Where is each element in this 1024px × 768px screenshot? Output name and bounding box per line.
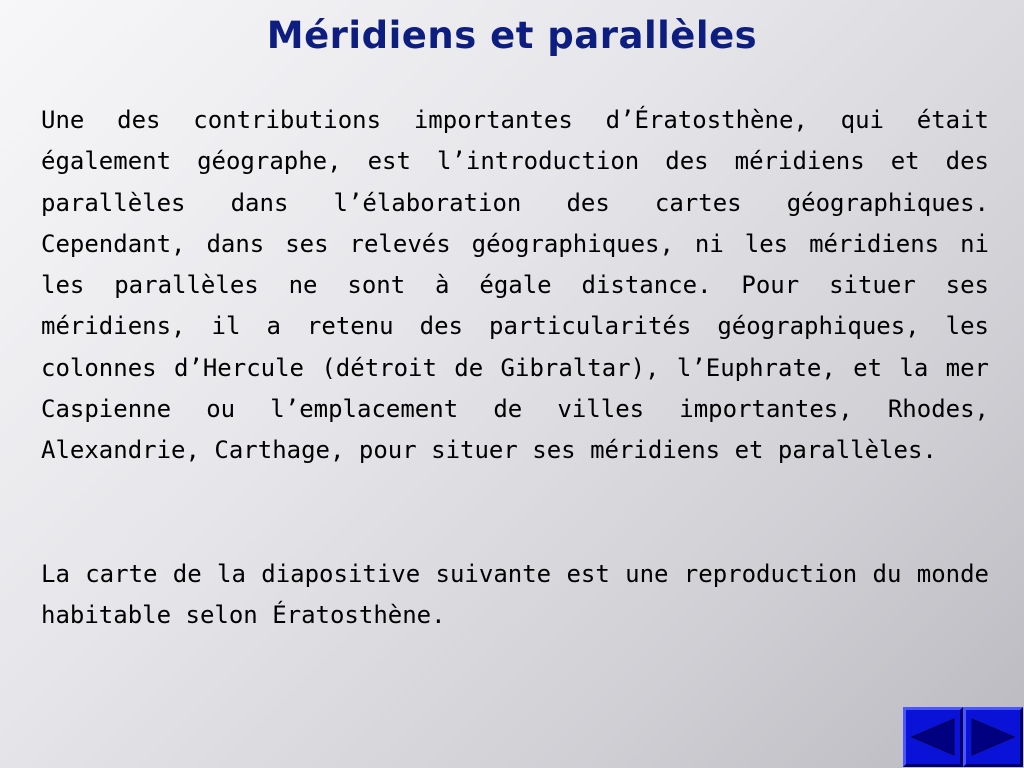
slide-navigation [903,707,1023,767]
body-paragraph: La carte de la diapositive suivante est une reproduction du monde habitable selon Ératosthène. [41,559,989,629]
slide-title: Méridiens et parallèles [266,14,758,57]
triangle-left-icon [910,717,956,757]
previous-slide-button[interactable] [903,707,963,767]
next-slide-button[interactable] [963,707,1023,767]
triangle-right-icon [970,717,1016,757]
slide-body [41,100,989,636]
body-paragraph: Une des contributions importantes d’Ératosthène, qui était également géographe, est l’introduction des méridiens et des parallèles dans l’élaboration des cartes géographiques. Cependant, dans ses relevés géographiques, ni les méridiens ni les parallèles ne sont à égale distance. Pour situer ses méridiens, il a retenu des particularités géographiques, les colonnes d’Hercule (détroit de Gibraltar), l’Euphrate, et la mer Caspienne ou l’emplacement de villes importantes, Rhodes, Alexandrie, Carthage, pour situer ses méridiens et parallèles. [41,106,989,465]
